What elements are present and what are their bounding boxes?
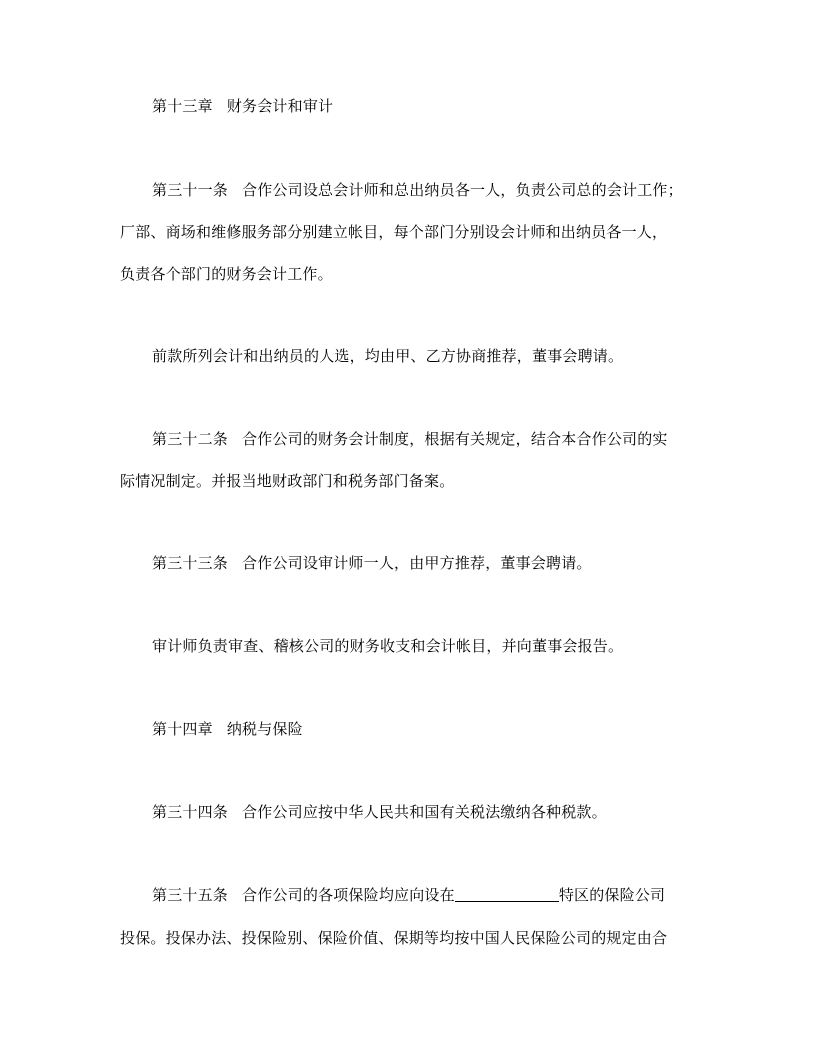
article-35-line-2: 投保。投保办法、投保险别、保险价值、保期等均按中国人民保险公司的规定由合	[120, 929, 668, 947]
article-35-text-before: 合作公司的各项保险均应向设在	[242, 886, 455, 904]
article-31-line-3: 负责各个部门的财务会计工作。	[120, 265, 333, 283]
fill-in-blank-line	[455, 885, 559, 902]
article-35-text-after: 特区的保险公司	[558, 886, 666, 904]
article-32-text-1: 合作公司的财务会计制度，根据有关规定，结合本合作公司的实	[242, 430, 668, 448]
article-33-line-1	[152, 553, 592, 573]
article-32-line-2: 际情况制定。并报当地财政部门和税务部门备案。	[120, 472, 455, 490]
article-33-number: 第三十三条	[152, 554, 229, 572]
article-33-text-1: 合作公司设审计师一人，由甲方推荐，董事会聘请。	[242, 554, 592, 572]
article-35-number: 第三十五条	[152, 886, 229, 904]
article-32-line-1	[152, 429, 668, 449]
article-34-number: 第三十四条	[152, 803, 229, 821]
chapter-13-title: 财务会计和审计	[226, 97, 334, 115]
chapter-14-heading	[152, 719, 303, 739]
chapter-14-number: 第十四章	[152, 720, 213, 738]
article-33-paragraph-2: 审计师负责审查、稽核公司的财务收支和会计帐目，并向董事会报告。	[152, 637, 624, 655]
article-31-number: 第三十一条	[152, 181, 229, 199]
chapter-13-number: 第十三章	[152, 97, 213, 115]
article-34-line-1	[152, 802, 607, 822]
article-32-number: 第三十二条	[152, 430, 229, 448]
article-35-line-1	[152, 885, 665, 905]
article-31-text-1: 合作公司设总会计师和总出纳员各一人，负责公司总的会计工作；	[242, 181, 683, 199]
article-31-line-2: 厂部、商场和维修服务部分别建立帐目，每个部门分别设会计师和出纳员各一人，	[120, 223, 668, 241]
article-31-line-1	[152, 180, 725, 200]
article-31-paragraph-2: 前款所列会计和出纳员的人选，均由甲、乙方协商推荐，董事会聘请。	[152, 347, 624, 365]
chapter-14-title: 纳税与保险	[226, 720, 303, 738]
article-34-text-1: 合作公司应按中华人民共和国有关税法缴纳各种税款。	[242, 803, 607, 821]
chapter-13-heading	[152, 96, 333, 116]
